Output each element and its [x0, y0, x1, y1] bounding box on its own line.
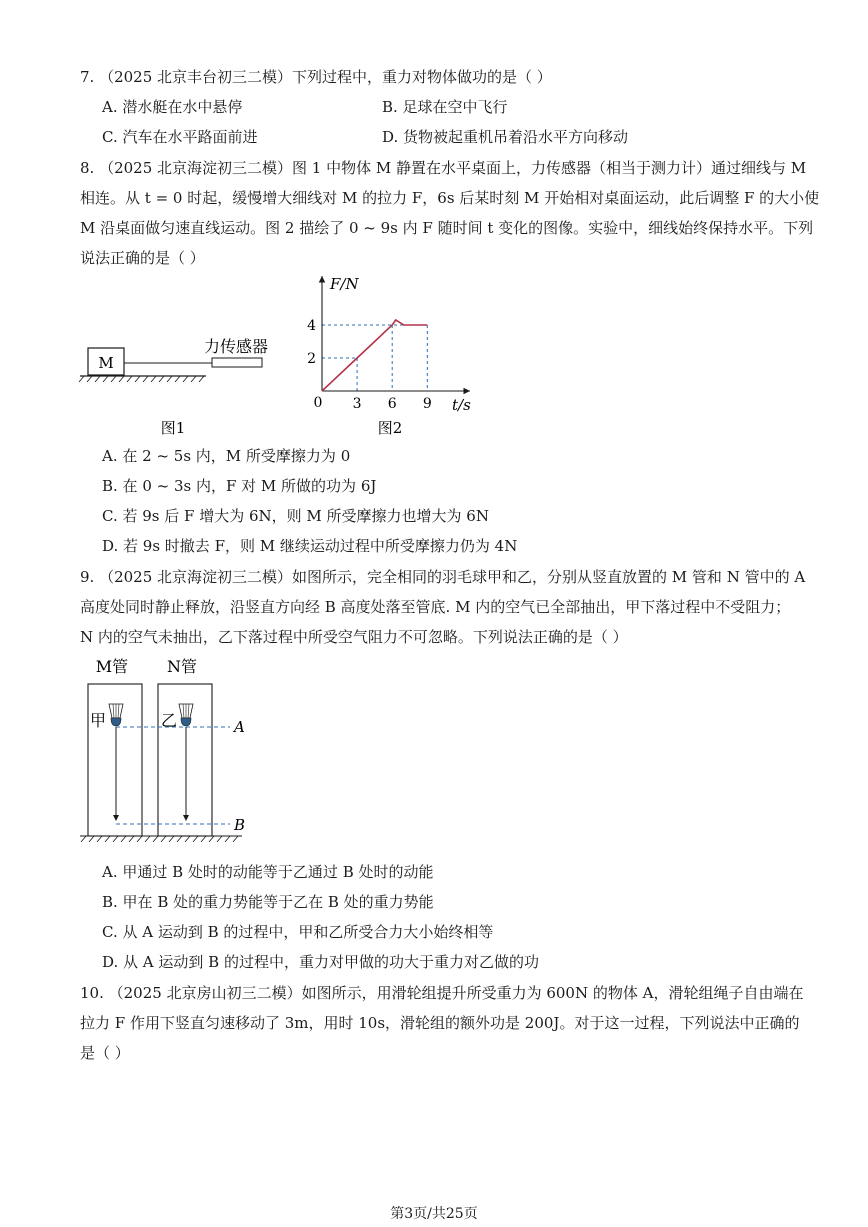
q8-stem-line: 说法正确的是（ ）: [80, 249, 205, 267]
q9-stem-line: 高度处同时静止释放，沿竖直方向经 B 高度处落至管底. M 内的空气已全部抽出，甲下落过程中不受阻力；: [80, 598, 791, 616]
level-b-label: B: [234, 816, 246, 834]
q7-option-a[interactable]: A. 潜水艇在水中悬停: [102, 98, 243, 116]
table-hatching: [79, 376, 204, 382]
y-axis-label: F/N: [330, 275, 359, 293]
q8-option-d[interactable]: D. 若 9s 时撤去 F，则 M 继续运动过程中所受摩擦力仍为 4N: [102, 537, 518, 555]
q8-figure-1: [76, 330, 286, 440]
y-tick-label: 4: [307, 318, 316, 334]
q8-stem-line: 8. （2025 北京海淀初三二模）图 1 中物体 M 静置在水平桌面上，力传感器（相当于测力计）通过细线与 M: [80, 159, 807, 177]
q9-stem-line: 9. （2025 北京海淀初三二模）如图所示，完全相同的羽毛球甲和乙，分别从竖直放置的 M 管和 N 管中的 A: [80, 568, 806, 586]
fig2-caption: 图2: [377, 419, 403, 437]
ball-a-label: 甲: [90, 711, 107, 730]
page-footer: 第3页/共25页: [390, 1206, 478, 1222]
q9-option-c[interactable]: C. 从 A 运动到 B 的过程中，甲和乙所受合力大小始终相等: [102, 923, 494, 941]
q8-option-b[interactable]: B. 在 0 ~ 3s 内，F 对 M 所做的功为 6J: [102, 477, 377, 495]
q8-stem-line: M 沿桌面做匀速直线运动。图 2 描绘了 0 ~ 9s 内 F 随时间 t 变化的图像。实验中，细线始终保持水平。下列: [80, 219, 814, 237]
q7-stem: 7. （2025 北京丰台初三二模）下列过程中，重力对物体做功的是（ ）: [80, 68, 552, 86]
force-sensor: [212, 358, 262, 367]
fig1-caption: 图1: [160, 419, 186, 437]
ball-b-label: 乙: [161, 711, 178, 730]
level-a-label: A: [234, 718, 245, 736]
q7-option-d[interactable]: D. 货物被起重机吊着沿水平方向移动: [382, 128, 629, 146]
q8-figure-2-chart: [300, 272, 490, 440]
force-series-line: [322, 320, 427, 391]
tube-n-label: N管: [166, 657, 198, 676]
x-tick-label: 3: [352, 396, 362, 412]
origin-label: 0: [313, 395, 323, 411]
x-axis-label: t/s: [452, 396, 471, 414]
q10-stem-line: 是（ ）: [80, 1044, 130, 1062]
q7-option-b[interactable]: B. 足球在空中飞行: [382, 98, 508, 116]
q9-option-a[interactable]: A. 甲通过 B 处时的动能等于乙通过 B 处时的动能: [102, 863, 434, 881]
q10-stem-line: 10. （2025 北京房山初三二模）如图所示，用滑轮组提升所受重力为 600N 的物体 A，滑轮组绳子自由端在: [80, 984, 804, 1002]
q9-option-b[interactable]: B. 甲在 B 处的重力势能等于乙在 B 处的重力势能: [102, 893, 434, 911]
shuttlecock-icon: [109, 704, 123, 726]
y-tick-label: 2: [307, 351, 316, 367]
shuttlecock-icon: [179, 704, 193, 726]
q9-option-d[interactable]: D. 从 A 运动到 B 的过程中，重力对甲做的功大于重力对乙做的功: [102, 953, 539, 971]
q9-stem-line: N 内的空气未抽出，乙下落过程中所受空气阻力不可忽略。下列说法正确的是（ ）: [80, 628, 628, 646]
q10-stem-line: 拉力 F 作用下竖直匀速移动了 3m，用时 10s，滑轮组的额外功是 200J。对于这一过程，下列说法中正确的: [80, 1014, 800, 1032]
block-m-label: M: [98, 354, 114, 372]
ground-hatching: [81, 836, 238, 842]
x-tick-label: 9: [422, 396, 432, 412]
q8-stem-line: 相连。从 t = 0 时起，缓慢增大细线对 M 的拉力 F，6s 后某时刻 M 开始相对桌面运动，此后调整 F 的大小使: [80, 189, 820, 207]
q8-option-c[interactable]: C. 若 9s 后 F 增大为 6N，则 M 所受摩擦力也增大为 6N: [102, 507, 489, 525]
q9-tube-figure: [76, 652, 266, 842]
q8-option-a[interactable]: A. 在 2 ~ 5s 内，M 所受摩擦力为 0: [102, 447, 351, 465]
sensor-label: 力传感器: [203, 337, 269, 356]
x-tick-label: 6: [387, 396, 397, 412]
tube-m-label: M管: [95, 657, 129, 676]
q7-option-c[interactable]: C. 汽车在水平路面前进: [102, 128, 258, 146]
